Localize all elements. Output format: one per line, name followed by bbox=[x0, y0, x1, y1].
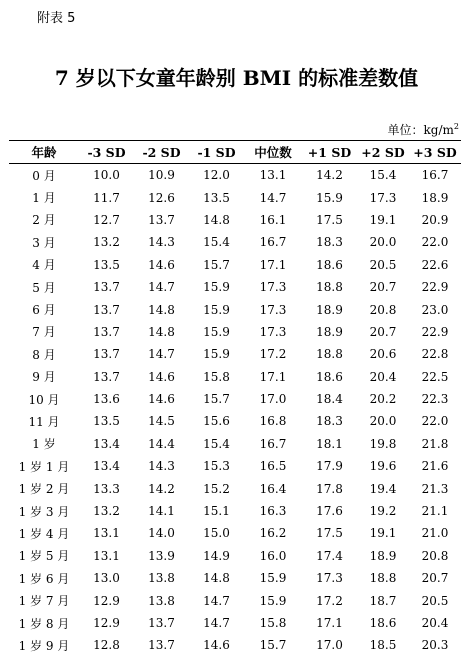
value-cell: 14.4 bbox=[148, 436, 175, 451]
value-cell: 13.7 bbox=[93, 347, 120, 362]
value-cell: 14.7 bbox=[148, 347, 175, 362]
value-cell: 17.3 bbox=[259, 324, 287, 339]
value-cell: 15.6 bbox=[203, 414, 230, 429]
value-cell: 18.8 bbox=[316, 280, 343, 295]
value-cell: 17.3 bbox=[369, 190, 397, 205]
value-cell: 16.1 bbox=[259, 212, 287, 227]
value-cell: 14.6 bbox=[203, 638, 230, 653]
table-row bbox=[9, 455, 461, 477]
column-header: -2 SD bbox=[142, 144, 181, 160]
table-row bbox=[9, 186, 461, 208]
value-cell: 14.3 bbox=[148, 459, 175, 474]
value-cell: 19.8 bbox=[369, 436, 397, 451]
value-cell: 16.7 bbox=[259, 235, 287, 250]
value-cell: 20.6 bbox=[369, 347, 397, 362]
column-header: +1 SD bbox=[307, 144, 352, 160]
table-row bbox=[9, 545, 461, 567]
value-cell: 13.4 bbox=[93, 459, 120, 474]
value-cell: 13.7 bbox=[148, 616, 175, 630]
column-header: -3 SD bbox=[87, 144, 126, 160]
bmi-sd-table bbox=[9, 140, 461, 657]
value-cell: 17.1 bbox=[259, 369, 287, 384]
value-cell: 14.0 bbox=[148, 526, 175, 541]
value-cell: 21.3 bbox=[421, 481, 449, 496]
value-cell: 19.1 bbox=[369, 526, 397, 541]
value-cell: 18.9 bbox=[316, 302, 343, 317]
value-cell: 16.2 bbox=[259, 526, 287, 541]
value-cell: 18.7 bbox=[369, 593, 397, 608]
unit-label bbox=[388, 121, 459, 138]
value-cell: 14.5 bbox=[148, 414, 175, 429]
value-cell: 14.7 bbox=[203, 593, 230, 608]
value-cell: 16.5 bbox=[259, 459, 287, 474]
table-row bbox=[9, 164, 461, 187]
value-cell: 15.8 bbox=[259, 616, 287, 630]
value-cell: 22.6 bbox=[421, 257, 449, 272]
age-cell: 9 月 bbox=[32, 370, 56, 385]
value-cell: 13.8 bbox=[148, 571, 175, 586]
value-cell: 13.0 bbox=[93, 571, 120, 586]
value-cell: 12.9 bbox=[93, 616, 120, 630]
table-row bbox=[9, 321, 461, 343]
value-cell: 13.7 bbox=[148, 638, 175, 653]
value-cell: 14.8 bbox=[148, 302, 175, 317]
age-cell: 3 月 bbox=[32, 235, 56, 250]
value-cell: 14.2 bbox=[148, 481, 175, 496]
table-row bbox=[9, 433, 461, 455]
value-cell: 13.3 bbox=[93, 481, 120, 496]
value-cell: 10.9 bbox=[148, 168, 175, 183]
value-cell: 18.8 bbox=[369, 571, 397, 586]
age-cell: 5 月 bbox=[32, 280, 56, 295]
value-cell: 13.9 bbox=[148, 548, 175, 563]
value-cell: 21.0 bbox=[421, 526, 449, 541]
value-cell: 15.2 bbox=[203, 481, 230, 496]
value-cell: 15.9 bbox=[316, 190, 343, 205]
value-cell: 15.9 bbox=[203, 324, 230, 339]
value-cell: 15.9 bbox=[259, 571, 287, 586]
table-row bbox=[9, 298, 461, 320]
column-header: 中位数 bbox=[254, 145, 292, 160]
value-cell: 15.0 bbox=[203, 526, 230, 541]
value-cell: 16.7 bbox=[259, 436, 287, 451]
value-cell: 14.7 bbox=[203, 616, 230, 630]
age-cell: 1 月 bbox=[32, 191, 56, 206]
value-cell: 13.6 bbox=[93, 392, 120, 407]
value-cell: 13.7 bbox=[148, 212, 175, 227]
value-cell: 20.4 bbox=[421, 616, 449, 630]
unit-superscript: 2 bbox=[453, 122, 459, 131]
value-cell: 14.2 bbox=[316, 168, 343, 183]
value-cell: 16.7 bbox=[421, 168, 449, 183]
age-cell: 1 岁 8 月 bbox=[18, 616, 70, 631]
value-cell: 12.7 bbox=[93, 212, 120, 227]
value-cell: 18.9 bbox=[421, 190, 449, 205]
value-cell: 13.1 bbox=[259, 168, 287, 183]
age-cell: 1 岁 5 月 bbox=[18, 549, 70, 564]
value-cell: 20.7 bbox=[369, 324, 397, 339]
value-cell: 20.0 bbox=[369, 414, 397, 429]
value-cell: 22.9 bbox=[421, 280, 449, 295]
value-cell: 18.9 bbox=[316, 324, 343, 339]
table-row bbox=[9, 231, 461, 253]
value-cell: 20.5 bbox=[421, 593, 449, 608]
value-cell: 14.6 bbox=[148, 392, 175, 407]
value-cell: 23.0 bbox=[421, 302, 449, 317]
table-row bbox=[9, 343, 461, 365]
value-cell: 21.8 bbox=[421, 436, 449, 451]
value-cell: 12.8 bbox=[93, 638, 120, 653]
value-cell: 15.7 bbox=[203, 392, 230, 407]
value-cell: 15.9 bbox=[203, 347, 230, 362]
value-cell: 13.7 bbox=[93, 280, 120, 295]
value-cell: 21.6 bbox=[421, 459, 449, 474]
value-cell: 12.9 bbox=[93, 593, 120, 608]
value-cell: 17.8 bbox=[316, 481, 343, 496]
value-cell: 13.7 bbox=[93, 302, 120, 317]
table-row bbox=[9, 209, 461, 231]
value-cell: 17.5 bbox=[316, 212, 343, 227]
page-title: 7 岁以下女童年龄别 BMI 的标准差数值 bbox=[54, 66, 419, 90]
value-cell: 15.4 bbox=[203, 436, 230, 451]
value-cell: 17.9 bbox=[316, 459, 343, 474]
value-cell: 15.8 bbox=[203, 369, 230, 384]
value-cell: 17.1 bbox=[259, 257, 287, 272]
table-row bbox=[9, 500, 461, 522]
age-cell: 1 岁 9 月 bbox=[18, 638, 70, 653]
value-cell: 13.4 bbox=[93, 436, 120, 451]
value-cell: 14.7 bbox=[259, 190, 287, 205]
value-cell: 18.4 bbox=[316, 392, 343, 407]
age-cell: 1 岁 1 月 bbox=[18, 459, 70, 474]
value-cell: 22.0 bbox=[421, 414, 449, 429]
value-cell: 18.1 bbox=[316, 436, 343, 451]
value-cell: 15.7 bbox=[259, 638, 287, 653]
appendix-label: 附表 5 bbox=[37, 11, 76, 26]
value-cell: 22.9 bbox=[421, 324, 449, 339]
value-cell: 13.7 bbox=[93, 324, 120, 339]
column-header: 年龄 bbox=[31, 145, 57, 160]
age-cell: 1 岁 4 月 bbox=[18, 526, 70, 541]
value-cell: 15.3 bbox=[203, 459, 230, 474]
value-cell: 14.6 bbox=[148, 369, 175, 384]
age-cell: 1 岁 6 月 bbox=[18, 571, 70, 586]
value-cell: 17.5 bbox=[316, 526, 343, 541]
value-cell: 13.5 bbox=[93, 414, 120, 429]
value-cell: 20.9 bbox=[421, 212, 449, 227]
table-row bbox=[9, 612, 461, 634]
value-cell: 14.1 bbox=[148, 504, 175, 519]
value-cell: 17.1 bbox=[316, 616, 343, 630]
value-cell: 19.1 bbox=[369, 212, 397, 227]
age-cell: 2 月 bbox=[32, 213, 56, 228]
column-header: +3 SD bbox=[413, 144, 457, 160]
value-cell: 15.7 bbox=[203, 257, 230, 272]
value-cell: 17.3 bbox=[316, 571, 343, 586]
value-cell: 17.4 bbox=[316, 548, 343, 563]
value-cell: 21.1 bbox=[421, 504, 449, 519]
table-row bbox=[9, 388, 461, 410]
age-cell: 10 月 bbox=[28, 392, 60, 407]
table-header-row bbox=[9, 141, 461, 164]
value-cell: 18.9 bbox=[369, 548, 397, 563]
value-cell: 14.3 bbox=[148, 235, 175, 250]
value-cell: 18.8 bbox=[316, 347, 343, 362]
value-cell: 14.8 bbox=[148, 324, 175, 339]
age-cell: 7 月 bbox=[32, 325, 56, 340]
table-body bbox=[9, 164, 461, 657]
value-cell: 13.5 bbox=[93, 257, 120, 272]
value-cell: 12.6 bbox=[148, 190, 175, 205]
value-cell: 13.7 bbox=[93, 369, 120, 384]
value-cell: 17.0 bbox=[316, 638, 343, 653]
table-row bbox=[9, 254, 461, 276]
value-cell: 22.0 bbox=[421, 235, 449, 250]
table-row bbox=[9, 477, 461, 499]
value-cell: 20.7 bbox=[421, 571, 449, 586]
value-cell: 17.0 bbox=[259, 392, 287, 407]
value-cell: 19.4 bbox=[369, 481, 397, 496]
value-cell: 17.2 bbox=[259, 347, 287, 362]
value-cell: 20.8 bbox=[421, 548, 449, 563]
unit-text: 单位：kg/m bbox=[387, 123, 454, 137]
value-cell: 14.9 bbox=[203, 548, 230, 563]
value-cell: 14.6 bbox=[148, 257, 175, 272]
table-row bbox=[9, 567, 461, 589]
value-cell: 19.2 bbox=[369, 504, 397, 519]
value-cell: 16.0 bbox=[259, 548, 287, 563]
value-cell: 15.4 bbox=[369, 168, 397, 183]
value-cell: 16.4 bbox=[259, 481, 287, 496]
table-row bbox=[9, 276, 461, 298]
value-cell: 14.8 bbox=[203, 571, 230, 586]
value-cell: 17.2 bbox=[316, 593, 343, 608]
age-cell: 6 月 bbox=[32, 303, 56, 318]
value-cell: 15.1 bbox=[203, 504, 230, 519]
value-cell: 13.5 bbox=[203, 190, 230, 205]
age-cell: 11 月 bbox=[28, 414, 60, 429]
value-cell: 13.1 bbox=[93, 526, 120, 541]
value-cell: 20.7 bbox=[369, 280, 397, 295]
value-cell: 22.3 bbox=[421, 392, 449, 407]
value-cell: 14.7 bbox=[148, 280, 175, 295]
value-cell: 20.4 bbox=[369, 369, 397, 384]
value-cell: 22.8 bbox=[421, 347, 449, 362]
value-cell: 20.0 bbox=[369, 235, 397, 250]
value-cell: 16.8 bbox=[259, 414, 287, 429]
value-cell: 18.6 bbox=[316, 369, 343, 384]
value-cell: 13.1 bbox=[93, 548, 120, 563]
value-cell: 14.8 bbox=[203, 212, 230, 227]
value-cell: 18.6 bbox=[369, 616, 397, 630]
table-row bbox=[9, 522, 461, 544]
value-cell: 18.5 bbox=[369, 638, 397, 653]
value-cell: 15.9 bbox=[203, 280, 230, 295]
age-cell: 1 岁 bbox=[32, 437, 56, 452]
value-cell: 20.3 bbox=[421, 638, 449, 653]
table-row bbox=[9, 634, 461, 656]
value-cell: 13.2 bbox=[93, 235, 120, 250]
age-cell: 1 岁 3 月 bbox=[18, 504, 70, 519]
value-cell: 17.6 bbox=[316, 504, 343, 519]
age-cell: 8 月 bbox=[32, 347, 56, 362]
table-row bbox=[9, 410, 461, 432]
value-cell: 17.3 bbox=[259, 280, 287, 295]
value-cell: 22.5 bbox=[421, 369, 449, 384]
value-cell: 20.5 bbox=[369, 257, 397, 272]
value-cell: 18.3 bbox=[316, 414, 343, 429]
age-cell: 1 岁 2 月 bbox=[18, 482, 70, 497]
value-cell: 18.6 bbox=[316, 257, 343, 272]
value-cell: 19.6 bbox=[369, 459, 397, 474]
table-row bbox=[9, 589, 461, 611]
value-cell: 20.8 bbox=[369, 302, 397, 317]
value-cell: 13.2 bbox=[93, 504, 120, 519]
value-cell: 15.4 bbox=[203, 235, 230, 250]
value-cell: 13.8 bbox=[148, 593, 175, 608]
value-cell: 15.9 bbox=[259, 593, 287, 608]
value-cell: 12.0 bbox=[203, 168, 230, 183]
value-cell: 16.3 bbox=[259, 504, 287, 519]
value-cell: 18.3 bbox=[316, 235, 343, 250]
value-cell: 20.2 bbox=[369, 392, 397, 407]
value-cell: 11.7 bbox=[93, 190, 120, 205]
column-header: -1 SD bbox=[197, 144, 236, 160]
column-header: +2 SD bbox=[361, 144, 405, 160]
age-cell: 4 月 bbox=[32, 258, 56, 273]
table-row bbox=[9, 366, 461, 388]
value-cell: 17.3 bbox=[259, 302, 287, 317]
age-cell: 1 岁 7 月 bbox=[18, 594, 70, 609]
age-cell: 0 月 bbox=[32, 168, 56, 183]
value-cell: 15.9 bbox=[203, 302, 230, 317]
value-cell: 10.0 bbox=[93, 168, 120, 183]
